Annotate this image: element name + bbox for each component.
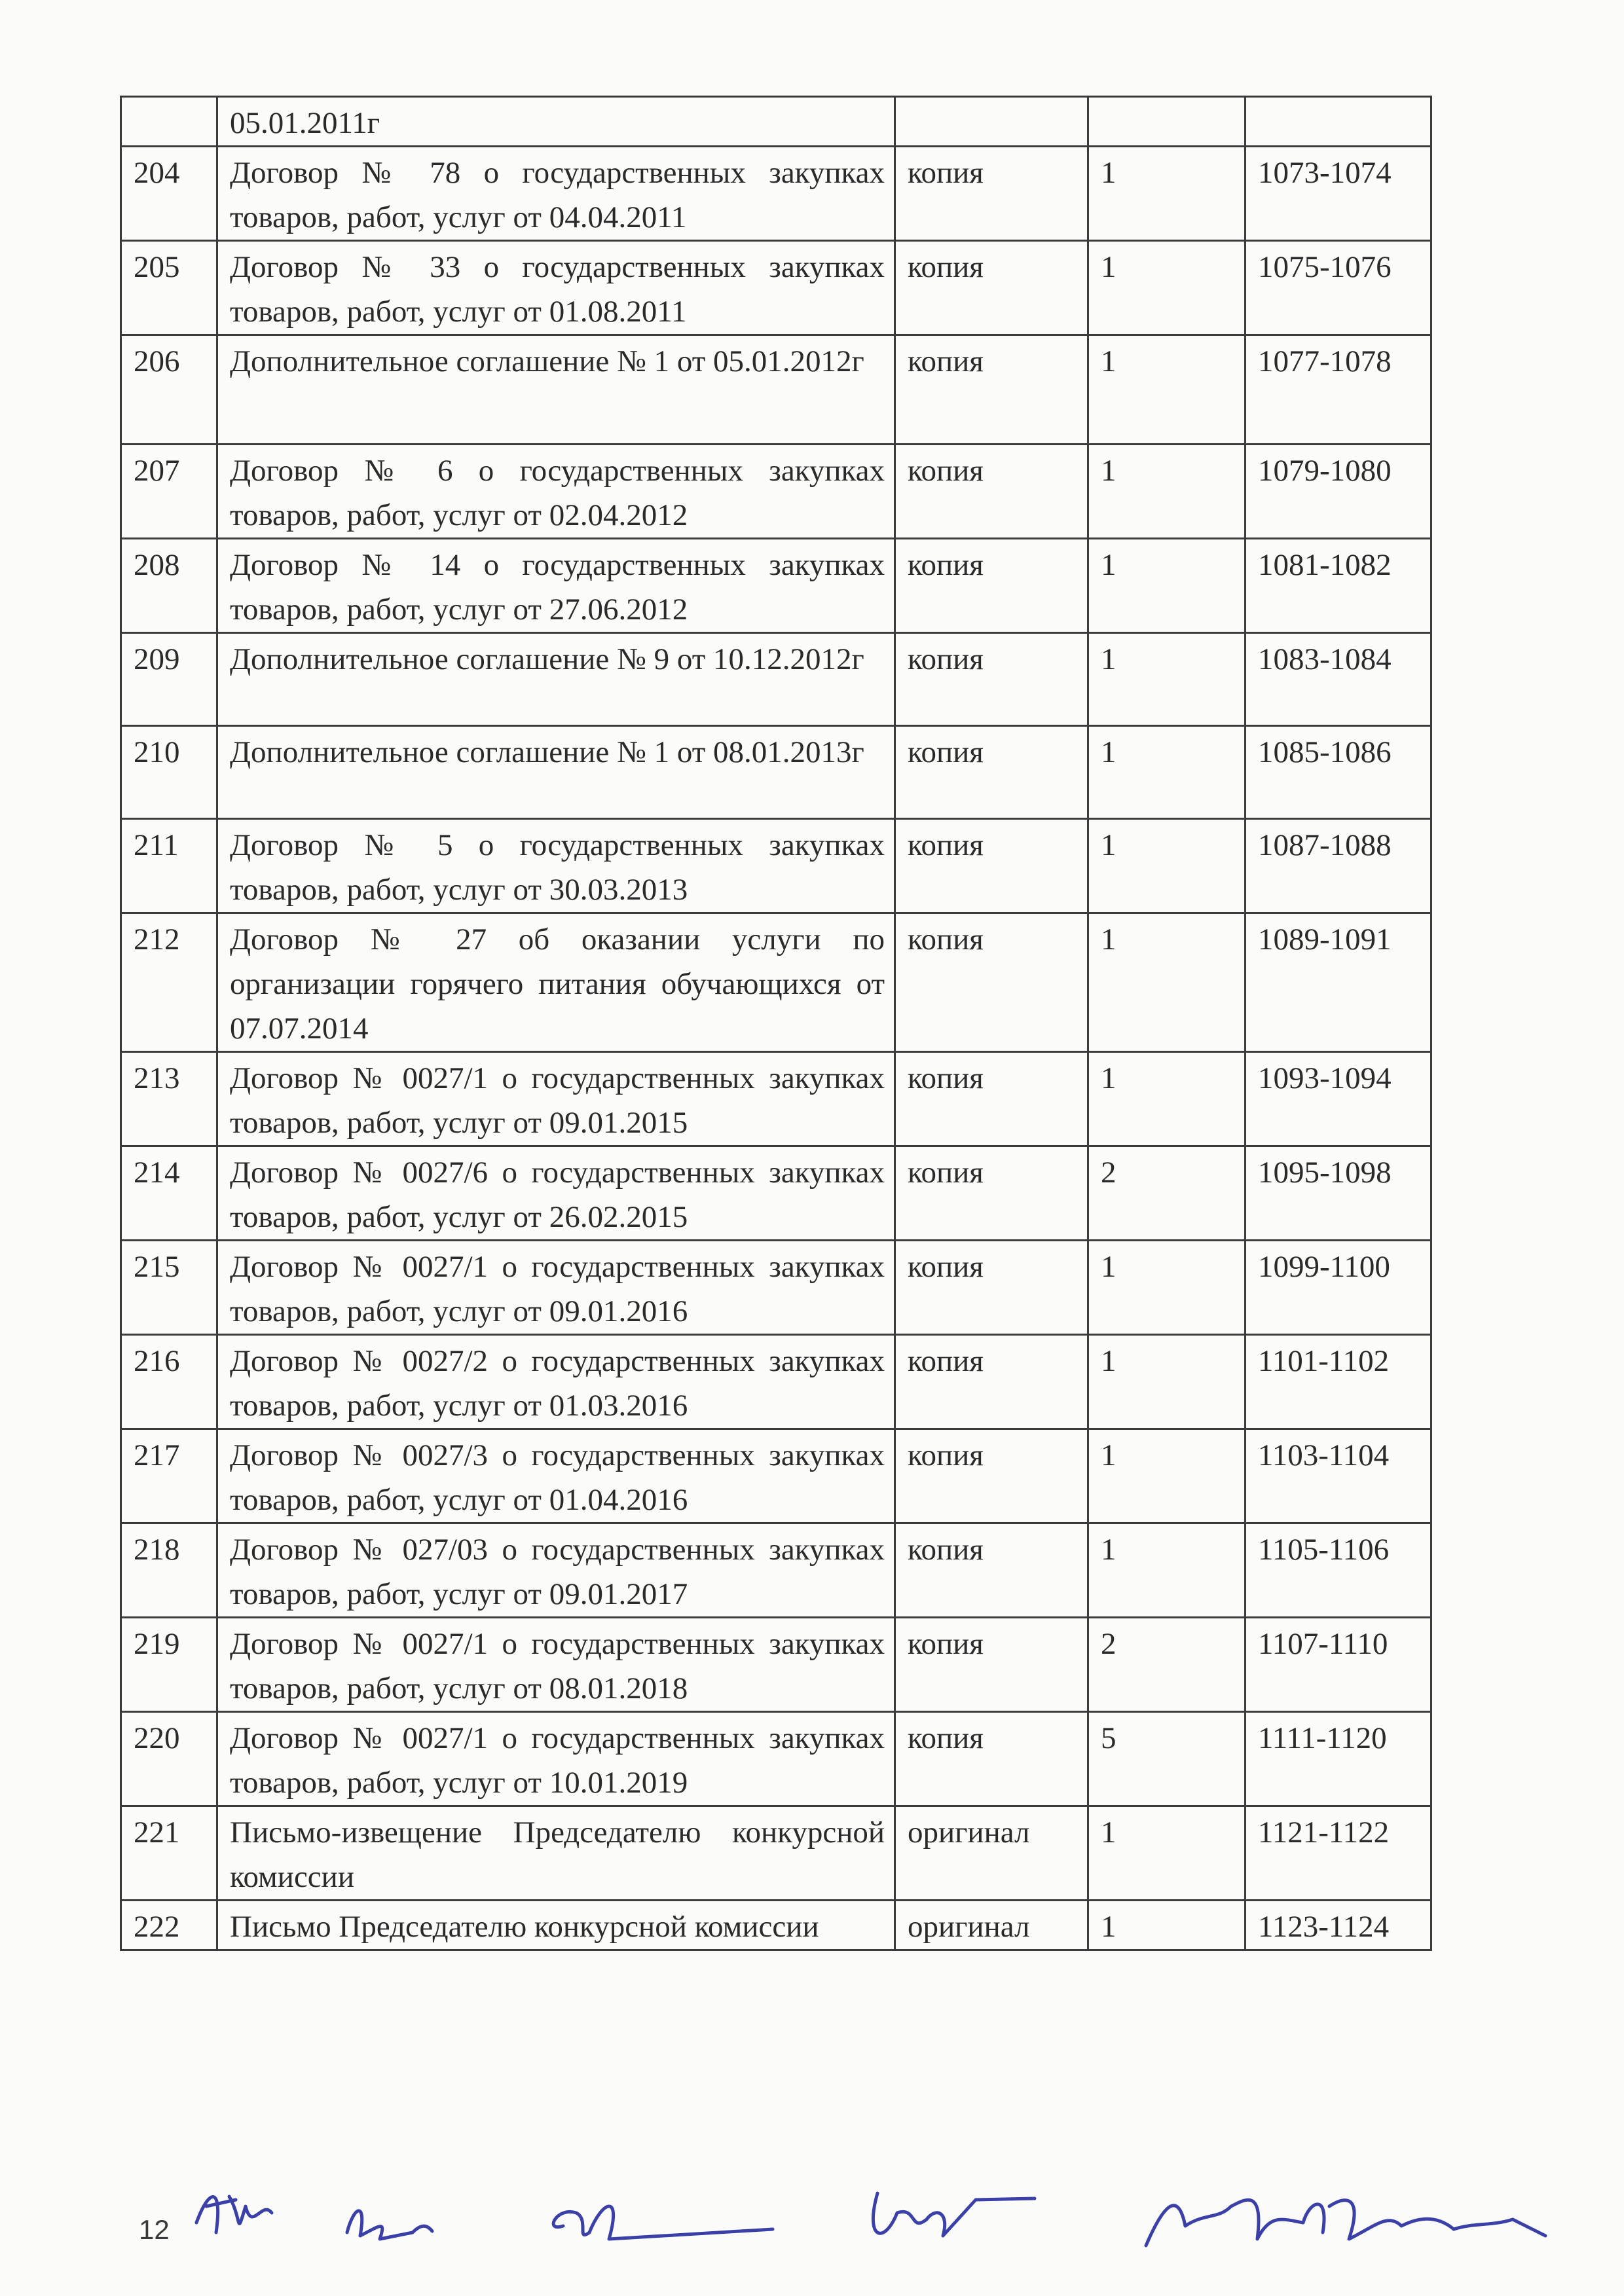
sheet-count: 1 [1088,913,1246,1052]
page-range: 1111-1120 [1246,1712,1431,1806]
document-type: копия [895,633,1088,726]
table-row [121,633,1431,726]
signature-1 [196,2196,272,2232]
sheet-count: 1 [1088,1241,1246,1335]
table-row [121,539,1431,633]
table-row [121,819,1431,913]
sheet-count: 1 [1088,147,1246,241]
document-type: копия [895,1241,1088,1335]
sheet-count: 1 [1088,445,1246,539]
row-number: 204 [121,147,217,241]
table-row [121,445,1431,539]
page-range: 1075-1076 [1246,241,1431,335]
page-range: 1077-1078 [1246,335,1431,445]
page-range: 1089-1091 [1246,913,1431,1052]
table-row [121,1806,1431,1901]
page-range: 1079-1080 [1246,445,1431,539]
document-type: копия [895,1523,1088,1618]
document-title: Договор № 0027/1 о государственных закупках товаров, работ, услуг от 08.01.2018 [217,1618,895,1712]
document-registry-table [120,96,1432,1951]
signature-6 [1329,2200,1545,2239]
document-type: копия [895,1146,1088,1241]
sheet-count [1088,97,1246,147]
document-type: копия [895,1052,1088,1146]
sheet-count: 1 [1088,1429,1246,1523]
table-row [121,147,1431,241]
row-number: 220 [121,1712,217,1806]
sheet-count: 2 [1088,1146,1246,1241]
page-range: 1099-1100 [1246,1241,1431,1335]
page-range: 1087-1088 [1246,819,1431,913]
page-range: 1121-1122 [1246,1806,1431,1901]
document-title: 05.01.2011г [217,97,895,147]
document-title: Договор № 0027/1 о государственных закупках товаров, работ, услуг от 09.01.2015 [217,1052,895,1146]
row-number: 211 [121,819,217,913]
document-type: копия [895,335,1088,445]
row-number: 206 [121,335,217,445]
sheet-count: 1 [1088,1806,1246,1901]
sheet-count: 1 [1088,1901,1246,1950]
document-type: копия [895,819,1088,913]
page-range: 1085-1086 [1246,726,1431,819]
row-number: 210 [121,726,217,819]
document-title: Договор № 27 об оказании услуги по организации горячего питания обучающихся от 07.07.2014 [217,913,895,1052]
signatures-icon [131,2160,1604,2291]
row-number: 207 [121,445,217,539]
document-title: Договор № 0027/2 о государственных закупках товаров, работ, услуг от 01.03.2016 [217,1335,895,1429]
document-type: копия [895,1618,1088,1712]
page-range: 1093-1094 [1246,1052,1431,1146]
row-number: 215 [121,1241,217,1335]
row-number: 208 [121,539,217,633]
document-type: оригинал [895,1806,1088,1901]
document-title: Договор № 5 о государственных закупках товаров, работ, услуг от 30.03.2013 [217,819,895,913]
row-number: 214 [121,1146,217,1241]
sheet-count: 1 [1088,1052,1246,1146]
page-range: 1103-1104 [1246,1429,1431,1523]
table-row [121,1618,1431,1712]
signature-4 [873,2193,1035,2236]
row-number [121,97,217,147]
sheet-count: 1 [1088,633,1246,726]
sheet-count: 1 [1088,1335,1246,1429]
document-type: копия [895,1335,1088,1429]
table-row [121,913,1431,1052]
table-row [121,1429,1431,1523]
registry-rows [121,97,1431,1950]
page-number: 12 [139,2214,170,2245]
page-range: 1123-1124 [1246,1901,1431,1950]
document-title: Письмо-извещение Председателю конкурсной комиссии [217,1806,895,1901]
document-title: Дополнительное соглашение № 1 от 08.01.2013г [217,726,895,819]
row-number: 218 [121,1523,217,1618]
document-title: Дополнительное соглашение № 9 от 10.12.2012г [217,633,895,726]
document-type: оригинал [895,1901,1088,1950]
page-range: 1073-1074 [1246,147,1431,241]
table-row [121,1523,1431,1618]
table-row [121,1241,1431,1335]
sheet-count: 1 [1088,539,1246,633]
row-number: 222 [121,1901,217,1950]
document-title: Договор № 0027/6 о государственных закупках товаров, работ, услуг от 26.02.2015 [217,1146,895,1241]
document-type [895,97,1088,147]
row-number: 205 [121,241,217,335]
sheet-count: 1 [1088,1523,1246,1618]
document-type: копия [895,913,1088,1052]
sheet-count: 5 [1088,1712,1246,1806]
table-row [121,335,1431,445]
document-type: копия [895,241,1088,335]
table-row [121,97,1431,147]
document-type: копия [895,147,1088,241]
row-number: 209 [121,633,217,726]
table-row [121,1712,1431,1806]
signature-3 [553,2206,773,2239]
signature-5 [1146,2200,1324,2246]
page-range: 1081-1082 [1246,539,1431,633]
row-number: 221 [121,1806,217,1901]
row-number: 212 [121,913,217,1052]
document-title: Договор № 0027/1 о государственных закупках товаров, работ, услуг от 09.01.2016 [217,1241,895,1335]
document-title: Договор № 14 о государственных закупках товаров, работ, услуг от 27.06.2012 [217,539,895,633]
table-row [121,241,1431,335]
document-title: Договор № 78 о государственных закупках товаров, работ, услуг от 04.04.2011 [217,147,895,241]
page-range: 1083-1084 [1246,633,1431,726]
document-type: копия [895,445,1088,539]
document-title: Дополнительное соглашение № 1 от 05.01.2012г [217,335,895,445]
signature-2 [347,2211,432,2239]
document-type: копия [895,539,1088,633]
document-type: копия [895,1712,1088,1806]
page-range: 1105-1106 [1246,1523,1431,1618]
sheet-count: 1 [1088,726,1246,819]
row-number: 219 [121,1618,217,1712]
table-row [121,1146,1431,1241]
table-row [121,1335,1431,1429]
document-title: Договор № 33 о государственных закупках товаров, работ, услуг от 01.08.2011 [217,241,895,335]
page-range: 1095-1098 [1246,1146,1431,1241]
row-number: 213 [121,1052,217,1146]
document-title: Договор № 6 о государственных закупках товаров, работ, услуг от 02.04.2012 [217,445,895,539]
page-range: 1101-1102 [1246,1335,1431,1429]
page-range: 1107-1110 [1246,1618,1431,1712]
row-number: 217 [121,1429,217,1523]
document-type: копия [895,726,1088,819]
page-range [1246,97,1431,147]
sheet-count: 2 [1088,1618,1246,1712]
sheet-count: 1 [1088,335,1246,445]
document-title: Договор № 027/03 о государственных закупках товаров, работ, услуг от 09.01.2017 [217,1523,895,1618]
document-title: Договор № 0027/1 о государственных закупках товаров, работ, услуг от 10.01.2019 [217,1712,895,1806]
sheet-count: 1 [1088,819,1246,913]
sheet-count: 1 [1088,241,1246,335]
document-type: копия [895,1429,1088,1523]
table-row [121,726,1431,819]
document-title: Письмо Председателю конкурсной комиссии [217,1901,895,1950]
table-row [121,1052,1431,1146]
table-row [121,1901,1431,1950]
row-number: 216 [121,1335,217,1429]
document-title: Договор № 0027/3 о государственных закупках товаров, работ, услуг от 01.04.2016 [217,1429,895,1523]
